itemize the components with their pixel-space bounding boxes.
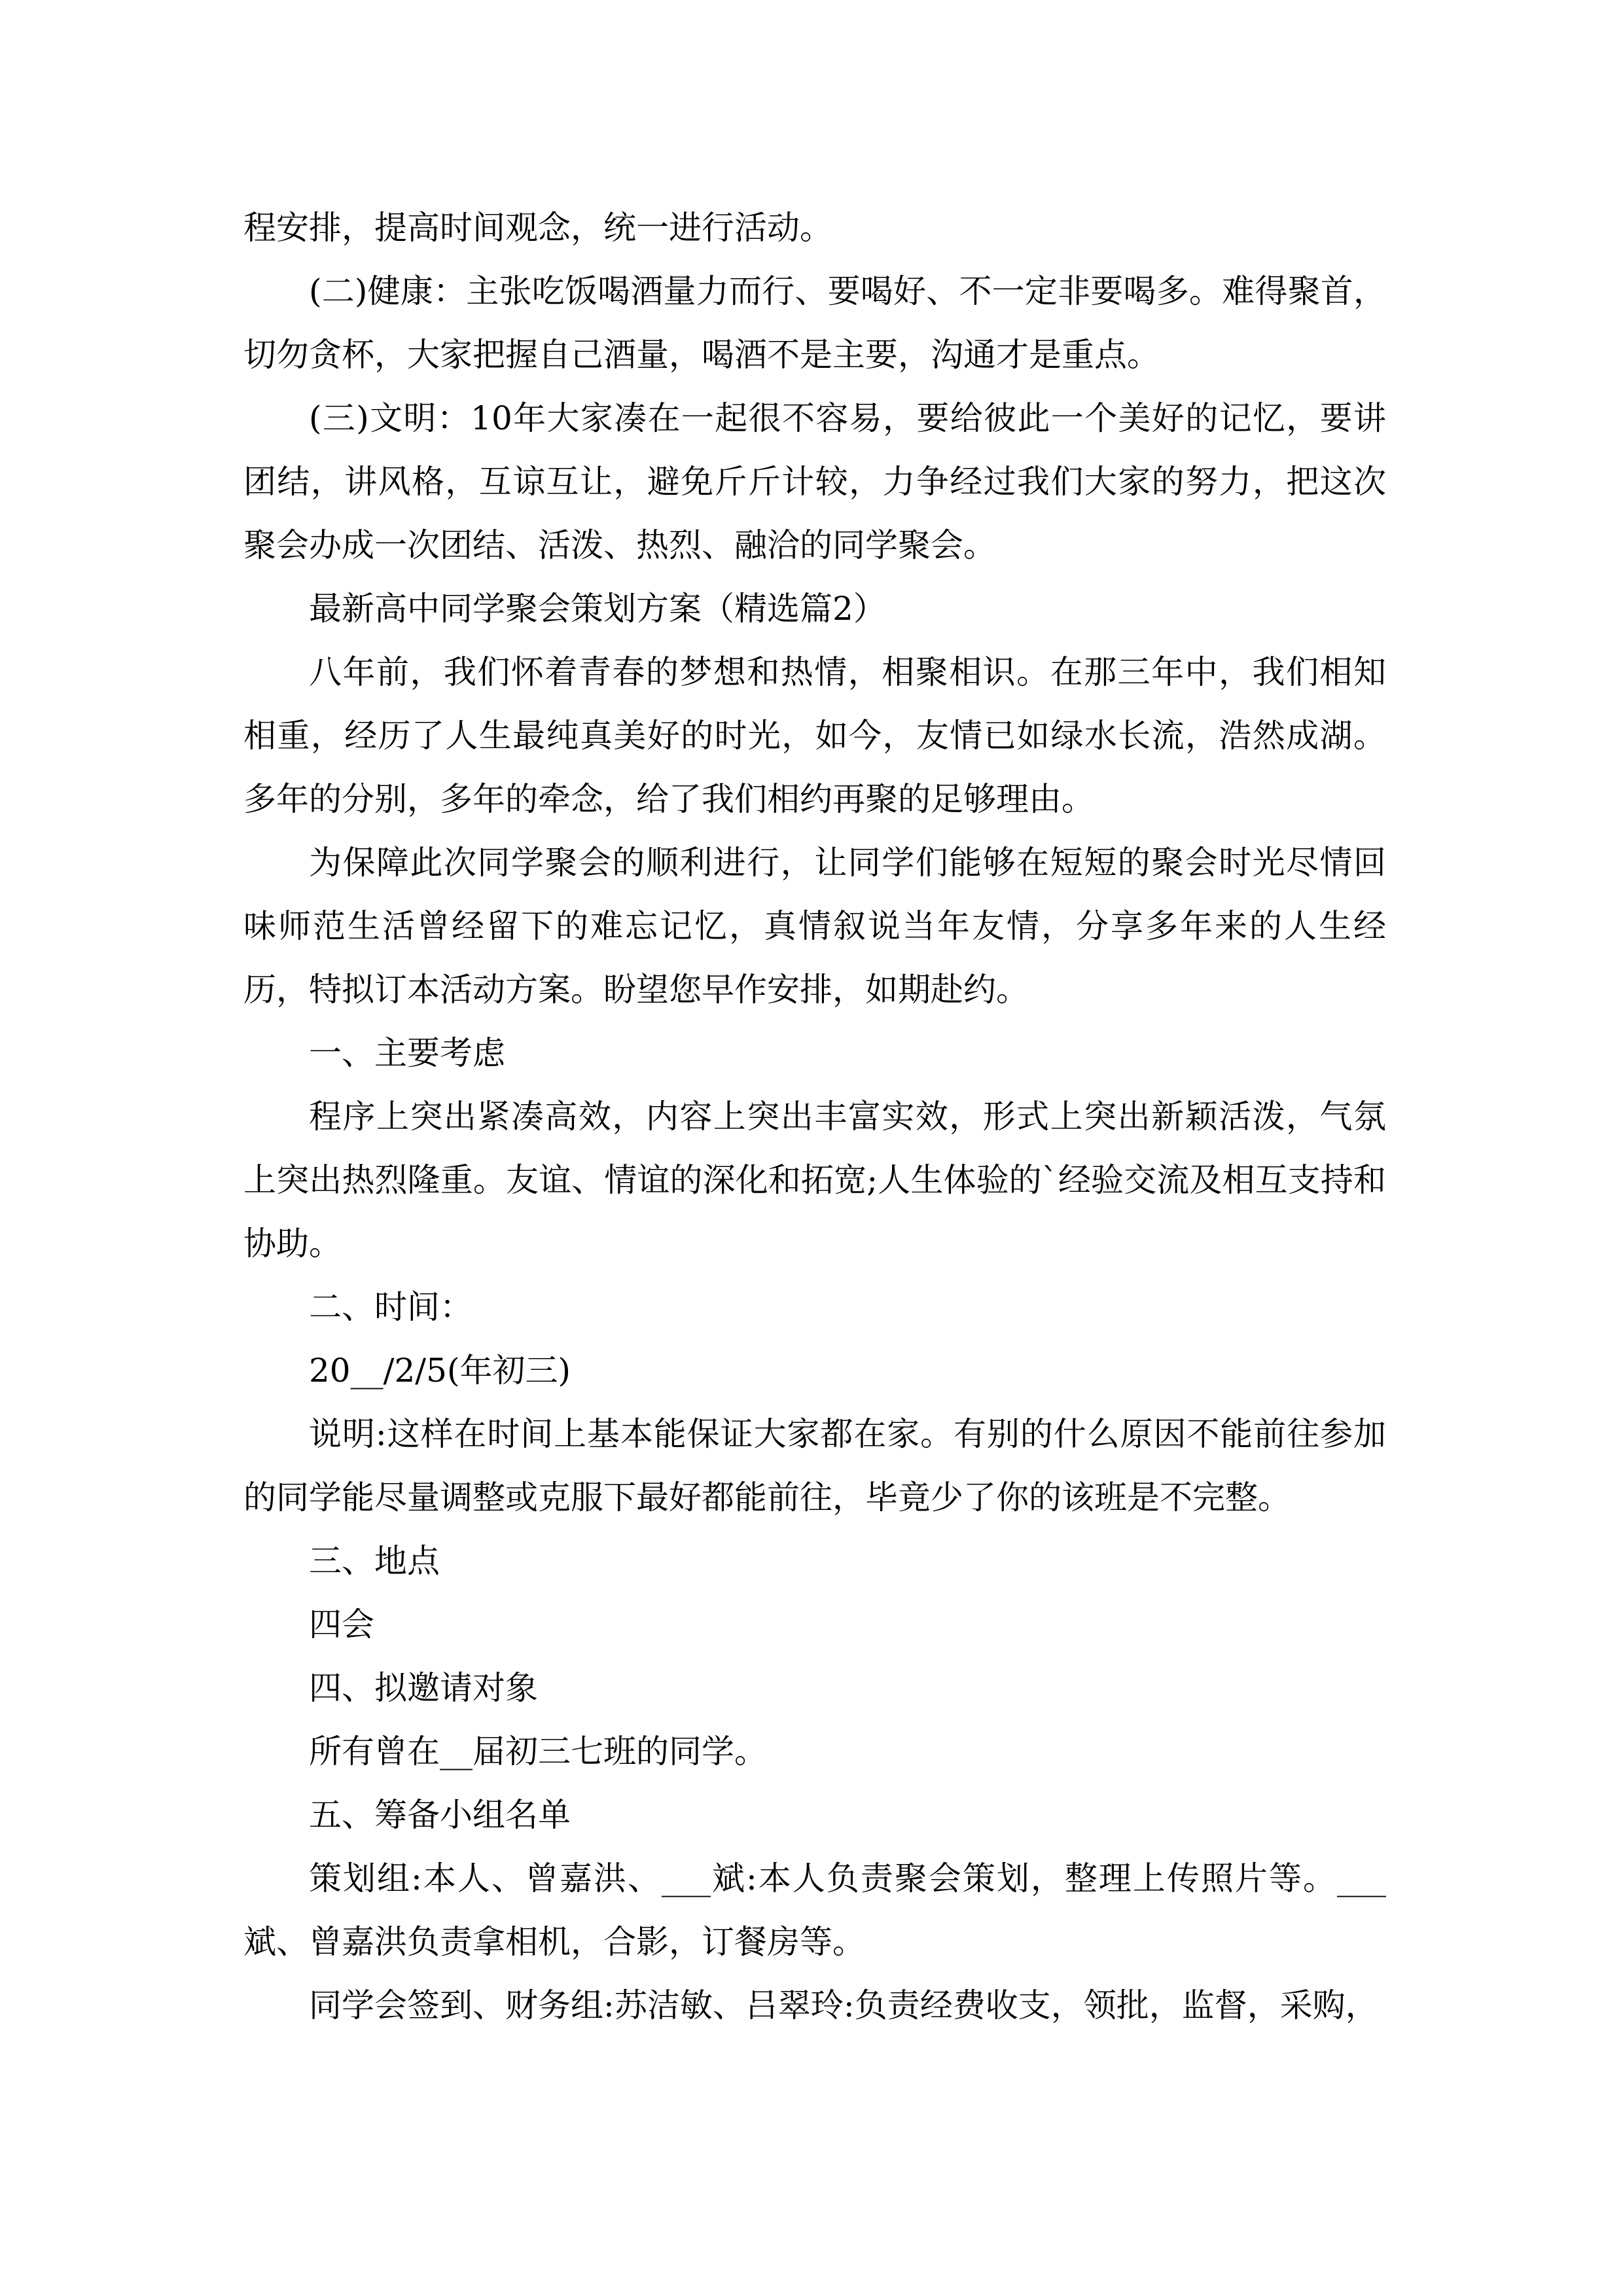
heading-time: 二、时间：	[309, 1288, 473, 1326]
heading-invitees: 四、拟邀请对象	[309, 1669, 538, 1707]
paragraph-health: (二)健康：主张吃饭喝酒量力而行、要喝好、不一定非要喝多。难得聚首，切勿贪杯，大家把握自己酒量，喝酒不是主要，沟通才是重点。	[243, 272, 1386, 374]
paragraph-invitees: 所有曾在__届初三七班的同学。	[309, 1732, 767, 1770]
document-body	[243, 196, 1386, 2037]
paragraph-location: 四会	[309, 1605, 374, 1643]
heading-main-considerations: 一、主要考虑	[309, 1034, 505, 1072]
paragraph-civility: (三)文明：10年大家凑在一起很不容易，要给彼此一个美好的记忆，要讲团结，讲风格，互谅互让，避免斤斤计较，力争经过我们大家的努力，把这次聚会办成一次团结、活泼、热烈、融洽的同学聚会。	[243, 399, 1386, 564]
paragraph-date: 20__/2/5(年初三)	[309, 1352, 571, 1390]
paragraph-finance-group: 同学会签到、财务组:苏洁敏、吕翠玲:负责经费收支，领批，监督，采购，	[309, 1986, 1378, 2024]
paragraph-intro: 八年前，我们怀着青春的梦想和热情，相聚相识。在那三年中，我们相知相重，经历了人生最纯真美好的时光，如今，友情已如绿水长流，浩然成湖。多年的分别，多年的牵念，给了我们相约再聚的足够理由。	[243, 653, 1386, 818]
paragraph-considerations: 程序上突出紧凑高效，内容上突出丰富实效，形式上突出新颖活泼，气氛上突出热烈隆重。友谊、情谊的深化和拓宽;人生体验的`经验交流及相互支持和协助。	[243, 1098, 1386, 1263]
paragraph-planning-group: 策划组:本人、曾嘉洪、___斌:本人负责聚会策划，整理上传照片等。___斌、曾嘉洪负责拿相机，合影，订餐房等。	[243, 1859, 1386, 1961]
section-title-plan-2: 最新高中同学聚会策划方案（精选篇2）	[309, 590, 886, 628]
paragraph-time-note: 说明:这样在时间上基本能保证大家都在家。有别的什么原因不能前往参加的同学能尽量调整或克服下最好都能前往，毕竟少了你的该班是不完整。	[243, 1415, 1386, 1516]
heading-location: 三、地点	[309, 1542, 440, 1580]
paragraph-purpose: 为保障此次同学聚会的顺利进行，让同学们能够在短短的聚会时光尽情回味师范生活曾经留下的难忘记忆，真情叙说当年友情，分享多年来的人生经历，特拟订本活动方案。盼望您早作安排，如期赴约。	[243, 844, 1386, 1009]
heading-committee: 五、筹备小组名单	[309, 1796, 571, 1834]
paragraph-schedule-end: 程安排，提高时间观念，统一进行活动。	[243, 209, 832, 247]
